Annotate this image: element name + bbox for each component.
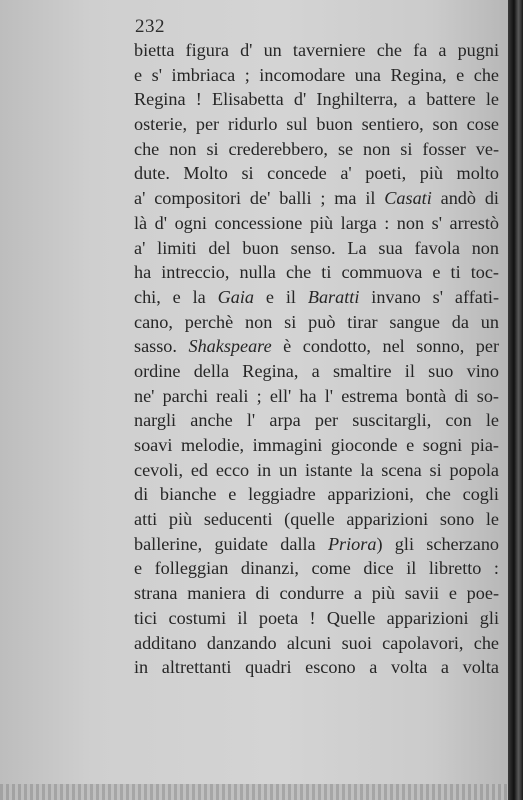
text-line: chi, e la Gaia e il Baratti invano s' affati- [134,286,499,307]
text-line: che non si crederebbero, se non si fosser ve- [134,138,499,159]
text-line: strana maniera di condurre a più savii e poe- [134,583,499,604]
text-line: a' compositori de' balli ; ma il Casati andò di [134,188,499,209]
page-number: 232 [135,16,165,37]
text-line: e folleggian dinanzi, come dice il libretto : [134,558,499,579]
text-line: ordine della Regina, a smaltire il suo vino [134,360,499,381]
text-line: Regina ! Elisabetta d' Inghilterra, a battere le [134,89,499,110]
text-line: nargli anche l' arpa per suscitargli, con le [134,410,499,431]
text-line: sasso. Shakspeare è condotto, nel sonno, per [134,336,499,357]
text-line: e s' imbriaca ; incomodare una Regina, e che [134,64,499,85]
text-line: additano danzando alcuni suoi capolavori, che [134,632,499,653]
text-line: osterie, per ridurlo sul buon sentiero, son cose [134,114,499,135]
text-line: atti più seducenti (quelle apparizioni sono le [134,509,499,530]
page-bottom-edge [0,784,508,800]
text-line: bietta figura d' un taverniere che fa a pugni [134,40,499,60]
page-text [134,38,499,680]
text-line: in altrettanti quadri escono a volta a volta [134,657,499,678]
text-line: tici costumi il poeta ! Quelle apparizioni gli [134,607,499,628]
text-line: di bianche e leggiadre apparizioni, che cogli [134,484,499,505]
text-line: là d' ogni concessione più larga : non s' arrestò [134,212,499,233]
text-line: cano, perchè non si può tirar sangue da un [134,311,499,332]
text-line: ne' parchi reali ; ell' ha l' estrema bontà di so- [134,385,499,406]
book-spine-edge [508,0,523,800]
text-line: dute. Molto si concede a' poeti, più molto [134,163,499,184]
text-line: cevoli, ed ecco in un istante la scena si popola [134,459,499,480]
text-line: ballerine, guidate dalla Priora) gli scherzano [134,533,500,554]
text-line: soavi melodie, immagini gioconde e sogni pia- [134,435,499,455]
text-line: ha intreccio, nulla che ti commuova e ti toc- [134,262,499,283]
text-line: a' limiti del buon senso. La sua favola non [134,237,499,258]
